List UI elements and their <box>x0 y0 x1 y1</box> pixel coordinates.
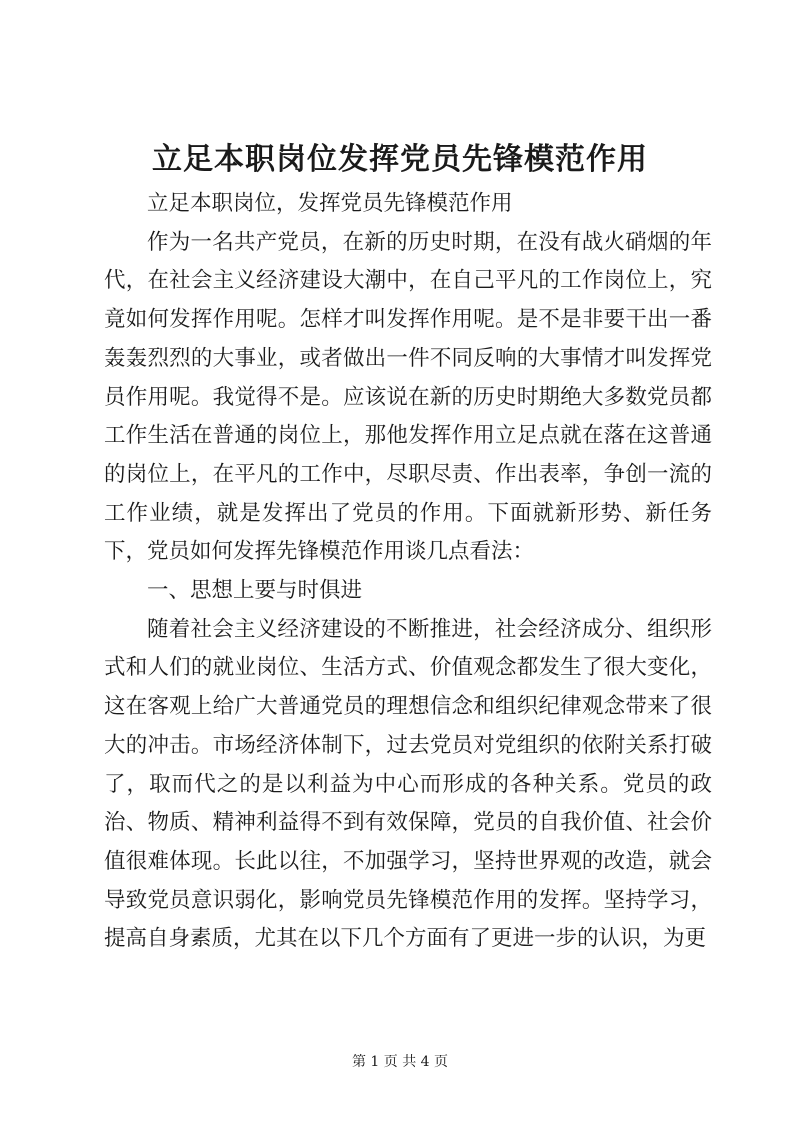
paragraph-intro: 作为一名共产党员，在新的历史时期，在没有战火硝烟的年代，在社会主义经济建设大潮中，在自己平凡的工作岗位上，究竟如何发挥作用呢。怎样才叫发挥作用呢。是不是非要干出一番轰轰烈烈的大事业，或者做出一件不同反响的大事情才叫发挥党员作用呢。我觉得不是。应该说在新的历史时期绝大多数党员都工作生活在普通的岗位上，那他发挥作用立足点就在落在这普通的岗位上，在平凡的工作中，尽职尽责、作出表率，争创一流的工作业绩，就是发挥出了党员的作用。下面就新形势、新任务下，党员如何发挥先锋模范作用谈几点看法： <box>104 229 712 565</box>
paragraph-section-1: 随着社会主义经济建设的不断推进，社会经济成分、组织形式和人们的就业岗位、生活方式、价值观念都发生了很大变化，这在客观上给广大普通党员的理想信念和组织纪律观念带来了很大的冲击。市场经济体制下，过去党员对党组织的依附关系打破了，取而代之的是以利益为中心而形成的各种关系。党员的政治、物质、精神利益得不到有效保障，党员的自我价值、社会价值很难体现。长此以往，不加强学习，坚持世界观的改造，就会导致党员意识弱化，影响党员先锋模范作用的发挥。坚持学习，提高自身素质，尤其在以下几个方面有了更进一步的认识，为更 <box>104 616 712 952</box>
document-body <box>104 185 712 959</box>
section-heading-1: 一、思想上要与时俱进 <box>147 578 363 604</box>
document-title: 立足本职岗位发挥党员先锋模范作用 <box>152 142 648 177</box>
page-footer: 第 1 页 共 4 页 <box>351 1054 449 1070</box>
paragraph-subtitle: 立足本职岗位，发挥党员先锋模范作用 <box>147 191 513 216</box>
